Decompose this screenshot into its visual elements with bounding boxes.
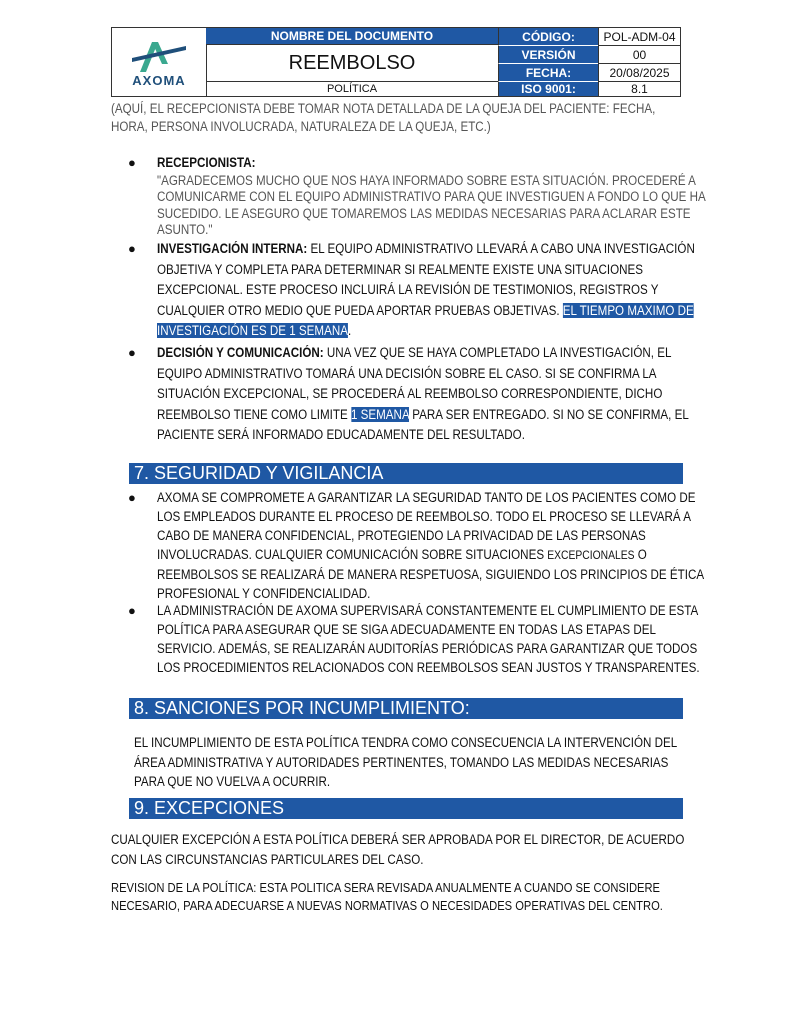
investigation-end: . bbox=[347, 323, 352, 338]
bullet-receptionist bbox=[128, 153, 706, 240]
s7-bullet2-text: LA ADMINISTRACIÓN DE AXOMA SUPERVISARÁ CONSTANTEMENTE EL CUMPLIMIENTO DE ESTA POLÍTICA PARA ASEGURAR QUE SE SIGA ADECUADAMENTE EN TODAS LAS ETAPAS DEL SERVICIO. ADEMÁS, SE REALIZARÁN AUDITORÍAS PERIÓDICAS PARA GARANTIZAR QUE TODOS LOS PROCEDIMIENTOS RELACIONADOS CON REEMBOLSOS SEAN JUSTOS Y TRANSPARENTES. bbox=[157, 603, 700, 675]
s7-bullet1-small: EXCEPCIONALES bbox=[547, 548, 635, 562]
section-8-text: EL INCUMPLIMIENTO DE ESTA POLÍTICA TENDRA COMO CONSECUENCIA LA INTERVENCIÓN DEL ÁREA ADMINISTRATIVA Y AUTORIDADES PERTINENTES, TOMANDO LAS MEDIDAS NECESARIAS PARA QUE NO VUELVA A OCURRIR. bbox=[134, 735, 677, 789]
version-label: VERSIÓN bbox=[498, 45, 598, 63]
decision-highlight: 1 SEMANA bbox=[350, 406, 410, 422]
iso-value: 8.1 bbox=[598, 81, 680, 96]
bullet-icon: ● bbox=[128, 241, 136, 256]
company-logo bbox=[112, 28, 207, 96]
doc-name-label: NOMBRE DEL DOCUMENTO bbox=[206, 28, 498, 44]
policy-revision-note: REVISION DE LA POLÍTICA: ESTA POLITICA SERA REVISADA ANUALMENTE A CUANDO SE CONSIDERE NECESARIO, PARA ADECUARSE A NUEVAS NORMATIVAS O NECESIDADES OPERATIVAS DEL CENTRO. bbox=[111, 880, 663, 913]
bullet-icon: ● bbox=[128, 603, 136, 618]
decision-text-1: UNA VEZ QUE SE HAYA COMPLETADO LA INVESTIGACIÓN, EL EQUIPO ADMINISTRATIVO TOMARÁ UNA DECISIÓN SOBRE EL CASO. SI SE CONFIRMA LA SITUACIÓN EXCEPCIONAL, SE PROCEDERÁ AL REEMBOLSO CORRESPONDIENTE, DICHO REEMBOLSO TIENE COMO LIMITE bbox=[157, 345, 671, 422]
date-label: FECHA: bbox=[498, 63, 598, 81]
logo-text: AXOMA bbox=[132, 73, 186, 88]
bullet-decision bbox=[128, 343, 689, 446]
receptionist-label: RECEPCIONISTA: bbox=[157, 155, 256, 170]
investigation-highlight: EL TIEMPO MAXIMO DE INVESTIGACIÓN ES DE 1 SEMANA bbox=[157, 302, 694, 338]
intro-note: (AQUÍ, EL RECEPCIONISTA DEBE TOMAR NOTA DETALLADA DE LA QUEJA DEL PACIENTE: FECHA, HORA, PERSONA INVOLUCRADA, NATURALEZA DE LA QUEJA, ETC.) bbox=[111, 101, 656, 134]
investigation-label: INVESTIGACIÓN INTERNA: bbox=[157, 241, 308, 256]
bullet-icon: ● bbox=[128, 155, 136, 170]
code-label: CÓDIGO: bbox=[498, 28, 598, 45]
axoma-logo-icon bbox=[128, 38, 190, 74]
bullet-investigation bbox=[128, 239, 695, 342]
bullet-icon: ● bbox=[128, 490, 136, 505]
section-7-bullet-1 bbox=[128, 488, 704, 603]
decision-label: DECISIÓN Y COMUNICACIÓN: bbox=[157, 345, 324, 360]
receptionist-quote: "AGRADECEMOS MUCHO QUE NOS HAYA INFORMADO SOBRE ESTA SITUACIÓN. PROCEDERÉ A COMUNICARME CON EL EQUIPO ADMINISTRATIVO PARA QUE INVESTIGUEN A FONDO LO QUE HA SUCEDIDO. LE ASEGURO QUE TOMAREMOS LAS MEDIDAS NECESARIAS PARA ACLARAR ESTE ASUNTO." bbox=[157, 172, 706, 237]
section-8-heading: 8. SANCIONES POR INCUMPLIMIENTO: bbox=[129, 698, 683, 719]
version-value: 00 bbox=[598, 45, 680, 63]
section-9-text: CUALQUIER EXCEPCIÓN A ESTA POLÍTICA DEBERÁ SER APROBADA POR EL DIRECTOR, DE ACUERDO CON LAS CIRCUNSTANCIAS PARTICULARES DEL CASO. bbox=[111, 832, 685, 867]
iso-label: ISO 9001: bbox=[498, 81, 598, 96]
section-7-heading: 7. SEGURIDAD Y VIGILANCIA bbox=[129, 463, 683, 484]
section-9-heading: 9. EXCEPCIONES bbox=[129, 798, 683, 819]
investigation-text: EL EQUIPO ADMINISTRATIVO LLEVARÁ A CABO UNA INVESTIGACIÓN OBJETIVA Y COMPLETA PARA DETERMINAR SI REALMENTE EXISTE UNA SITUACIONES EXCEPCIONAL. ESTE PROCESO INCLUIRÁ LA REVISIÓN DE TESTIMONIOS, REGISTROS Y CUALQUIER OTRO MEDIO QUE PUEDA APORTAR PRUEBAS OBJETIVAS. bbox=[157, 241, 695, 318]
bullet-icon: ● bbox=[128, 345, 136, 360]
document-title: REEMBOLSO bbox=[206, 44, 498, 82]
s7-bullet1-text-a: AXOMA SE COMPROMETE A GARANTIZAR LA SEGURIDAD TANTO DE LOS PACIENTES COMO DE LOS EMPLEADOS DURANTE EL PROCESO DE REEMBOLSO. TODO EL PROCESO SE LLEVARÁ A CABO DE MANERA CONFIDENCIAL, PROTEGIENDO LA PRIVACIDAD DE LAS PERSONAS INVOLUCRADAS. CUALQUIER COMUNICACIÓN SOBRE SITUACIONES bbox=[157, 490, 696, 562]
date-value: 20/08/2025 bbox=[598, 63, 680, 81]
document-type: POLÍTICA bbox=[326, 83, 378, 95]
code-value: POL-ADM-04 bbox=[598, 28, 680, 45]
section-7-bullet-2 bbox=[128, 601, 700, 677]
s7-bullet1-text-b: O REEMBOLSOS SE REALIZARÁ DE MANERA RESPETUOSA, SIGUIENDO LOS PRINCIPIOS DE ÉTICA PROFESIONAL Y CONFIDENCIALIDAD. bbox=[157, 547, 704, 601]
decision-text-2: PARA SER ENTREGADO. SI NO SE CONFIRMA, EL PACIENTE SERÁ INFORMADO EDUCADAMENTE DEL RESULTADO. bbox=[157, 406, 689, 442]
document-header bbox=[111, 27, 681, 97]
